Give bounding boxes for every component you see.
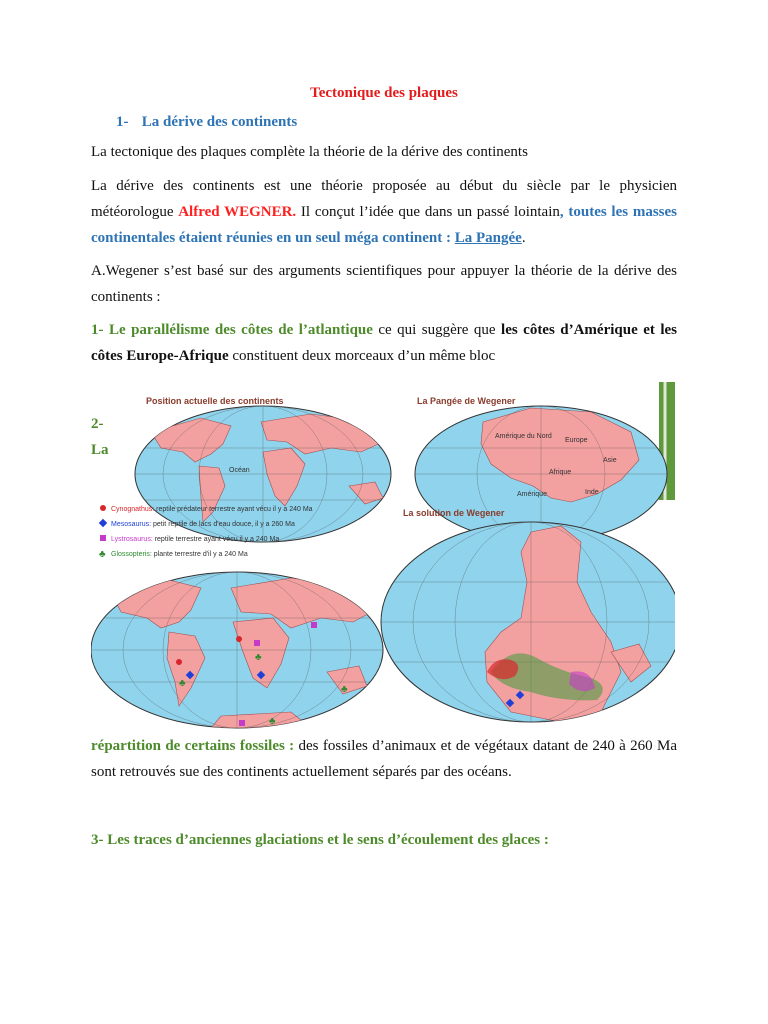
label-africa: Afrique (549, 469, 572, 476)
svg-text:Mesosaurus: petit reptile de l (111, 521, 295, 528)
caption-pangea: La Pangée de Wegener (417, 396, 516, 406)
caption-wegener-solution: La solution de Wegener (403, 508, 505, 518)
wegener-name: Alfred WEGNER. (178, 204, 297, 220)
cynognathus-marker-icon (100, 505, 106, 511)
caption-current-positions: Position actuelle des continents (146, 396, 284, 406)
lystrosaurus-marker-icon (100, 535, 106, 541)
label-asia: Asie (603, 457, 617, 464)
svg-text:Cynognathus: reptile prédateur (111, 506, 313, 513)
argument-1-text-2: constituent deux morceaux d’un même bloc (228, 348, 496, 364)
argument-1-bold: les côtes d’Amérique et les côtes Europe-Afrique (91, 322, 677, 364)
svg-text:♣: ♣ (269, 716, 276, 727)
svg-text:♣: ♣ (255, 652, 262, 663)
pangea-link[interactable]: La Pangée (454, 230, 522, 246)
wegener-paragraph (91, 173, 677, 251)
fossil-map-figure (91, 382, 675, 730)
argument-2-word-fragment: La (91, 442, 109, 458)
legend-name-glossopteris: Glossopteris: (111, 551, 152, 558)
section-title: La dérive des continents (141, 114, 298, 130)
argument-2-title: répartition de certains fossiles : (91, 738, 295, 754)
intro-paragraph: La tectonique des plaques complète la théorie de la dérive des continents (91, 144, 528, 160)
label-south-america: Amérique (517, 491, 547, 498)
glossopteris-marker-icon: ♣ (99, 549, 106, 560)
label-europe: Europe (565, 437, 588, 444)
wegener-highlight: , toutes les masses continentales étaient réunies en un seul méga continent : (91, 204, 678, 246)
legend-desc-lystrosaurus: reptile terrestre ayant vécu il y a 240 Ma (152, 536, 280, 543)
label-india: Inde (585, 489, 599, 496)
argument-1-title: 1- Le parallélisme des côtes de l’atlantique (91, 322, 373, 338)
wegener-text-1: La dérive des continents est une théorie proposée au début du siècle par le physicien météorologue (91, 178, 677, 220)
legend-desc-glossopteris: plante terrestre d'il y a 240 Ma (151, 551, 248, 558)
legend-name-cynognathus: Cynognathus: (111, 506, 155, 513)
svg-text:Lystrosaurus: reptile terrestr (111, 536, 279, 543)
page-title: Tectonique des plaques (310, 85, 458, 101)
label-north-america: Amérique du Nord (495, 433, 552, 440)
arguments-intro: A.Wegener s’est basé sur des arguments scientifiques pour appuyer la théorie de la dérive des continents : (91, 263, 677, 305)
wegener-text-2: Il conçut l’idée que dans un passé lointain (296, 204, 560, 220)
legend-name-lystrosaurus: Lystrosaurus: (111, 536, 153, 543)
argument-3 (91, 827, 677, 853)
maps-illustration (91, 382, 675, 730)
legend-desc-cynognathus: reptile prédateur terrestre ayant vécu il y a 240 Ma (154, 506, 313, 513)
wegener-end: . (521, 230, 526, 246)
fossil-distribution-map (91, 572, 383, 728)
section-heading-1 (116, 114, 297, 131)
svg-text:Glossopteris: plante terrestre (111, 551, 248, 558)
legend-name-mesosaurus: Mesosaurus: (111, 521, 152, 528)
pangea-map (415, 406, 667, 542)
svg-text:♣: ♣ (341, 684, 348, 695)
argument-2 (91, 733, 677, 785)
argument-1-text-1: ce qui suggère que (372, 322, 502, 338)
argument-2-text: des fossiles d’animaux et de végétaux datant de 240 à 260 Ma sont retrouvés sue des continents actuellement séparés par des océans. (91, 738, 677, 780)
svg-text:♣: ♣ (179, 678, 186, 689)
section-number: 1- (116, 114, 129, 130)
wegener-solution-map (381, 522, 675, 722)
argument-3-title: 3- Les traces d’anciennes glaciations et le sens d’écoulement des glaces : (91, 832, 549, 848)
argument-1 (91, 317, 677, 369)
ocean-label: Océan (229, 467, 250, 474)
argument-2-number-fragment: 2- (91, 416, 104, 432)
legend-desc-mesosaurus: petit reptile de lacs d'eau douce, il y a 260 Ma (151, 521, 295, 528)
mesosaurus-marker-icon (99, 519, 107, 527)
